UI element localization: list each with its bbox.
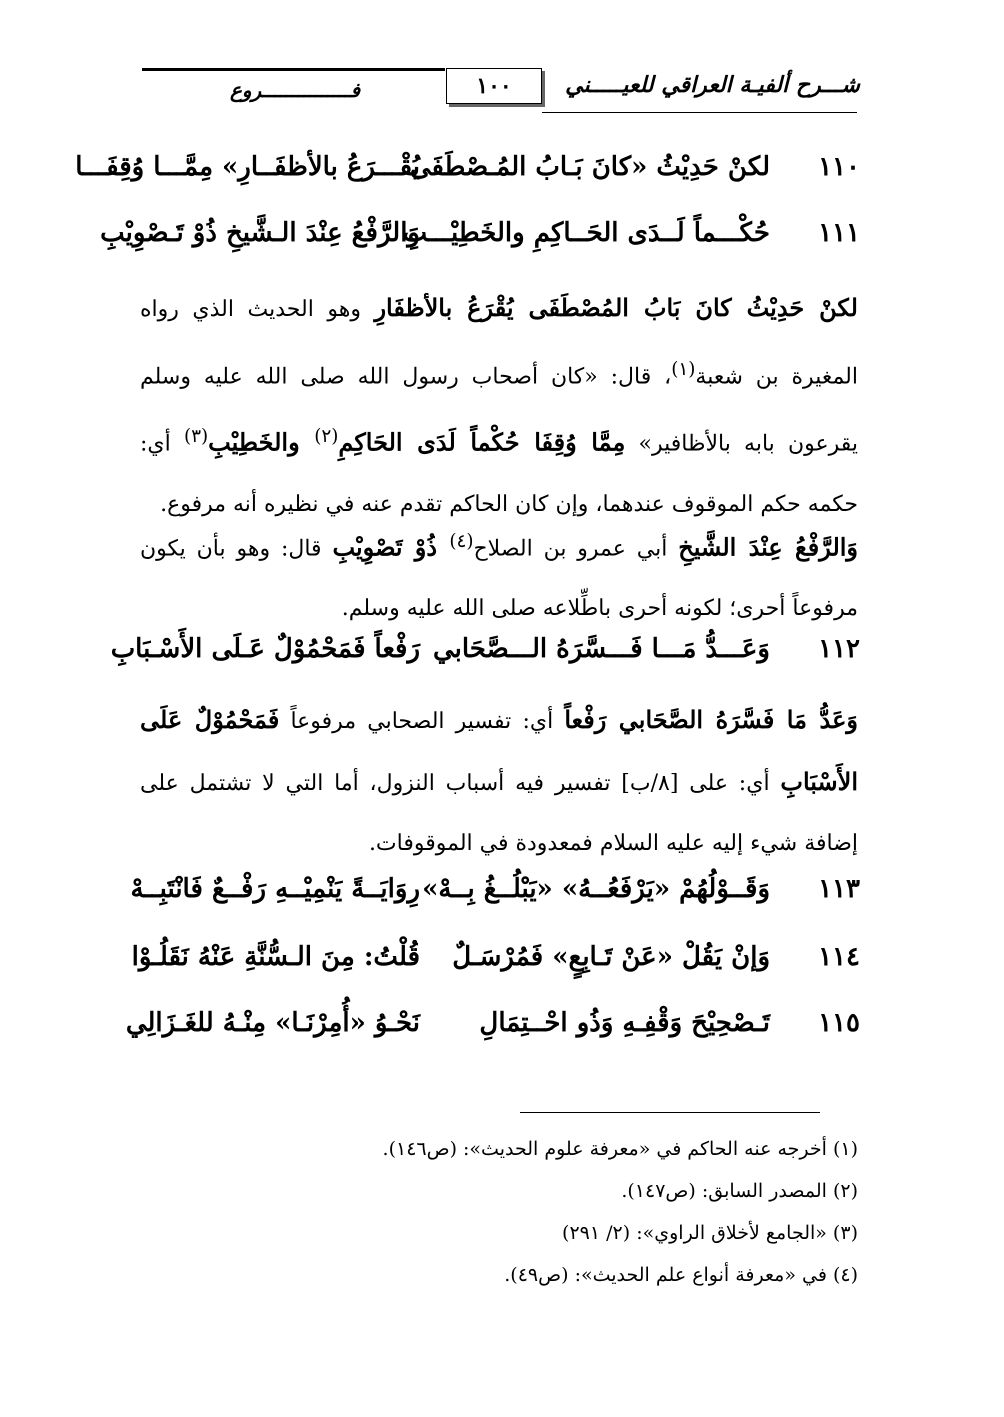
quoted-verse-text: ذُوْ تَصْوِيْبِ <box>332 532 450 562</box>
verse-number: ١١٢ <box>818 634 860 664</box>
book-title: شـــرح ألفيـة العراقي للعيـــــني <box>565 72 860 98</box>
quoted-verse-text: مِمَّا وُقِفَا حُكْماً لَدَى الحَاكِمِ <box>338 427 626 457</box>
verse-first-hemistich: وَعَـــدُّ مَـــا فَـــسَّرَهُ الـــصَّحَابي <box>432 634 770 664</box>
verse-line <box>110 630 860 674</box>
footnote-marker: (٤) <box>449 531 474 552</box>
verse-line <box>100 214 860 258</box>
footnote-marker: (٣) <box>183 426 209 448</box>
footnote: (٣) «الجامع لأخلاق الراوي»: (٢/ ٢٩١) <box>562 1222 858 1244</box>
verse-first-hemistich: لكنْ حَدِيْثُ «كانَ بَـابُ المُـصْطَفَى <box>409 152 770 182</box>
section-title: فـــــــــــــــروع <box>229 78 361 102</box>
verse-first-hemistich: حُكْـــماً لَــدَى الحَــاكِمِ والخَطِيْـــبِ <box>402 218 770 248</box>
verse-line <box>120 870 860 914</box>
verse-number: ١١٤ <box>818 942 860 972</box>
commentary-text: أي: تفسير الصحابي مرفوعاً <box>279 709 565 734</box>
verse-second-hemistich: قُلْتُ: مِنَ الـسُّنَّةِ عَنْهُ نَقَلُـوْا <box>131 942 420 972</box>
commentary-text: أي: على [٨/ب] تفسير فيه أسباب النزول، أما التي لا تشتمل على إضافة شيء إليه عليه السلام فمعدودة في الموقوفات. <box>140 771 858 856</box>
quoted-verse-text: لكنْ حَدِيْثُ كانَ بَابُ المُصْطَفَى يُقْرَعُ بالأظفَارِ <box>374 293 858 322</box>
commentary-paragraph <box>140 278 858 535</box>
verse-second-hemistich: يُقْـــرَعُ بالأظفَــارِ» مِمَّـــا وُقِفَـــا <box>75 152 420 182</box>
verse-first-hemistich: وَإنْ يَقُلْ «عَنْ تَـابِعٍ» فَمُرْسَـلٌ <box>452 942 770 972</box>
commentary-paragraph <box>140 690 858 874</box>
footnote-marker: (٢) <box>314 426 339 448</box>
commentary-text: ، قال: «كان أصحاب رسول الله صلى الله عليه وسلم يقرعون بابه بالأظافير» <box>140 364 858 457</box>
quoted-verse-text: فَمَحْمُوْلٌ عَلَى الأَسْبَابِ <box>140 705 858 796</box>
verse-number: ١١٣ <box>818 874 860 904</box>
page-number-box <box>446 68 542 104</box>
header-rule-thick <box>142 68 445 71</box>
quoted-verse-text: وَعَدُّ مَا فَسَّرَهُ الصَّحَابي رَفْعاً <box>564 705 858 734</box>
verse-second-hemistich: رِوَايَــةً يَنْمِيْــهِ رَفْــعٌ فَانْتَبِــهْ <box>130 874 420 904</box>
verse-line <box>120 938 860 982</box>
footnote-separator <box>520 1112 820 1113</box>
commentary-text: أبي عمرو بن الصلاح <box>473 536 679 562</box>
verse-second-hemistich: نَحْـوُ «أُمِرْنَـا» مِنْـهُ للغَـزَالِي <box>125 1008 420 1038</box>
quoted-verse-text: والخَطِيْبِ <box>208 427 315 457</box>
verse-first-hemistich: وَقَــوْلُهُمْ «يَرْفَعُــهُ» «يَبْلُــغُ بِــهْ» <box>422 874 770 904</box>
verse-line <box>75 148 860 192</box>
verse-number: ١١١ <box>818 218 860 248</box>
quoted-verse-text: وَالرَّفْعُ عِنْدَ الشَّيخِ <box>678 532 859 562</box>
footnote-marker: (١) <box>671 359 696 380</box>
verse-number: ١١٠ <box>818 152 860 182</box>
footnote: (١) أخرجه عنه الحاكم في «معرفة علوم الحديث»: (ص١٤٦). <box>382 1138 858 1160</box>
verse-number: ١١٥ <box>818 1008 860 1038</box>
header-rule-thin <box>542 112 857 113</box>
footnote: (٤) في «معرفة أنواع علم الحديث»: (ص٤٩). <box>504 1264 858 1286</box>
commentary-text: أي: حكمه حكم الموقوف عندهما، وإن كان الحاكم تقدم عنه في نظيره أنه مرفوع. <box>140 431 858 517</box>
verse-second-hemistich: رَفْعاً فَمَحْمُوْلٌ عَـلَى الأَسْـبَابِ <box>110 634 420 664</box>
verse-line <box>120 1004 860 1048</box>
commentary-paragraph <box>140 512 858 639</box>
commentary-text: وهو الحديث الذي رواه المغيرة بن شعبة <box>140 297 858 390</box>
verse-second-hemistich: وَالرَّفْعُ عِنْدَ الـشَّيخِ ذُوْ تَـصْوِيْبِ <box>100 218 420 248</box>
page-number: ١٠٠ <box>476 73 512 99</box>
verse-first-hemistich: تَـصْحِيْحَ وَقْفِـهِ وَذُو احْــتِمَالِ <box>479 1008 770 1038</box>
commentary-text: قال: وهو بأن يكون مرفوعاً أحرى؛ لكونه أحرى باطِّلاعه صلى الله عليه وسلم. <box>140 536 858 622</box>
footnote: (٢) المصدر السابق: (ص١٤٧). <box>621 1180 858 1202</box>
